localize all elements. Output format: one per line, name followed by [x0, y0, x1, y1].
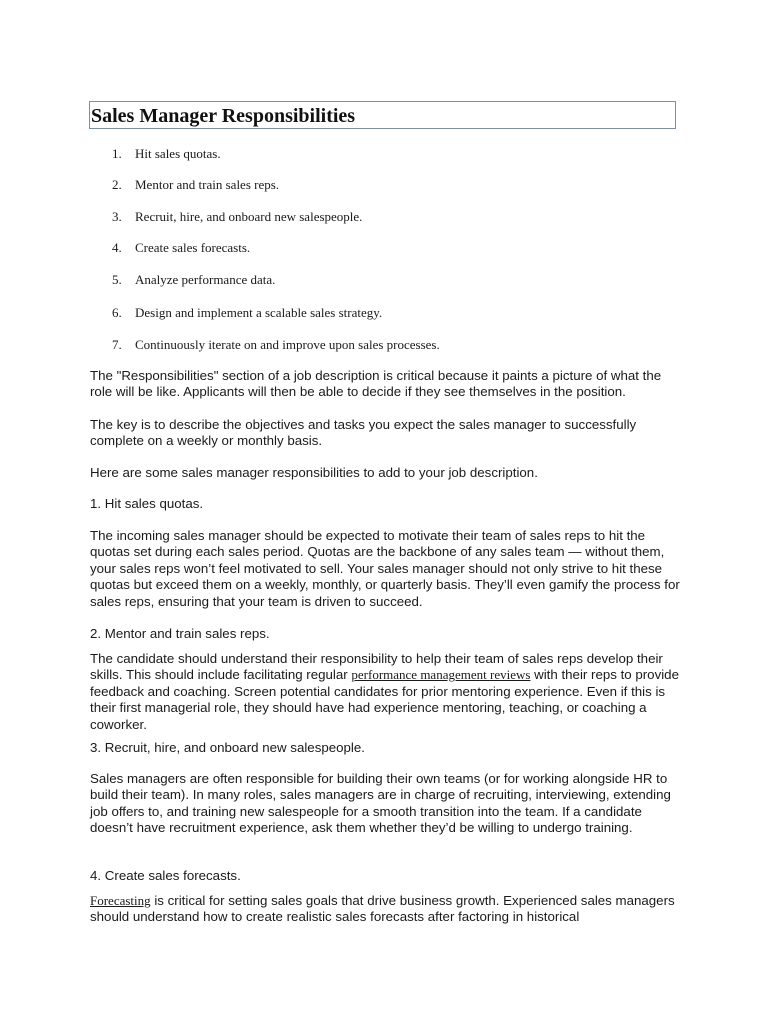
list-item: [112, 146, 221, 162]
section-paragraph-3: Sales managers are often responsible for building their own teams (or for working alongside HR to build their team). In many roles, sales managers are in charge of recruiting, interviewing, extending job offers to, and training new salespeople for a smooth transition into the team. If a candidate doesn’t have recruitment experience, ask them whether they’d be willing to undergo training.: [90, 771, 671, 836]
list-item-number: 6.: [112, 305, 122, 320]
list-item-number: 7.: [112, 337, 122, 352]
performance-reviews-link[interactable]: performance management reviews: [351, 667, 531, 683]
list-item-number: 3.: [112, 209, 122, 224]
key-paragraph: The key is to describe the objectives and tasks you expect the sales manager to successfully complete on a weekly or monthly basis.: [90, 417, 637, 449]
section-heading-1: 1. Hit sales quotas.: [90, 496, 204, 511]
section-paragraph-2: [90, 651, 680, 733]
list-item-number: 4.: [112, 240, 122, 255]
section-heading-3: 3. Recruit, hire, and onboard new salespeople.: [90, 740, 365, 755]
list-item: [112, 177, 279, 193]
list-item-number: 5.: [112, 272, 122, 287]
list-item: [112, 305, 382, 321]
list-item: [112, 337, 440, 353]
list-item-number: 2.: [112, 177, 122, 192]
list-item: [112, 272, 275, 288]
list-item-text: Design and implement a scalable sales strategy.: [135, 305, 383, 320]
section-heading-2: 2. Mentor and train sales reps.: [90, 626, 270, 641]
section-paragraph-4-text: is critical for setting sales goals that drive business growth. Experienced sales managers should understand how to create realistic sales forecasts after factoring in historical: [90, 893, 675, 925]
list-item-text: Create sales forecasts.: [135, 240, 251, 255]
here-paragraph: Here are some sales manager responsibilities to add to your job description.: [90, 465, 538, 480]
section-heading-4: 4. Create sales forecasts.: [90, 868, 241, 883]
section-paragraph-4: [90, 893, 680, 926]
title-box: [89, 101, 676, 129]
list-item: [112, 209, 362, 225]
list-item: [112, 240, 250, 256]
section-paragraph-2-text-b: with their reps to provide feedback and coaching. Screen potential candidates for prior mentoring experience. Even if this is their first managerial role, they should have had experience mentoring, teaching, or coaching a coworker.: [90, 667, 679, 732]
intro-paragraph: The "Responsibilities" section of a job description is critical because it paints a picture of what the role will be like. Applicants will then be able to decide if they see themselves in the position.: [90, 368, 662, 400]
page-title: Sales Manager Responsibilities: [91, 105, 356, 127]
list-item-number: 1.: [112, 146, 122, 161]
list-item-text: Continuously iterate on and improve upon sales processes.: [135, 337, 440, 352]
list-item-text: Hit sales quotas.: [135, 146, 221, 161]
list-item-text: Mentor and train sales reps.: [135, 177, 280, 192]
list-item-text: Recruit, hire, and onboard new salespeople.: [135, 209, 363, 224]
section-paragraph-2-text-a: The candidate should understand their responsibility to help their team of sales reps develop their skills. This should include facilitating regular: [90, 651, 663, 683]
list-item-text: Analyze performance data.: [135, 272, 276, 287]
forecasting-link[interactable]: Forecasting: [90, 893, 151, 908]
section-paragraph-1: The incoming sales manager should be expected to motivate their team of sales reps to hit the quotas set during each sales period. Quotas are the backbone of any sales team — without them, your sales reps won’t feel motivated to sell. Your sales manager should not only strive to hit these quotas but exceed them on a weekly, monthly, or quarterly basis. They’ll even gamify the process for sales reps, ensuring that your team is driven to succeed.: [90, 528, 680, 609]
